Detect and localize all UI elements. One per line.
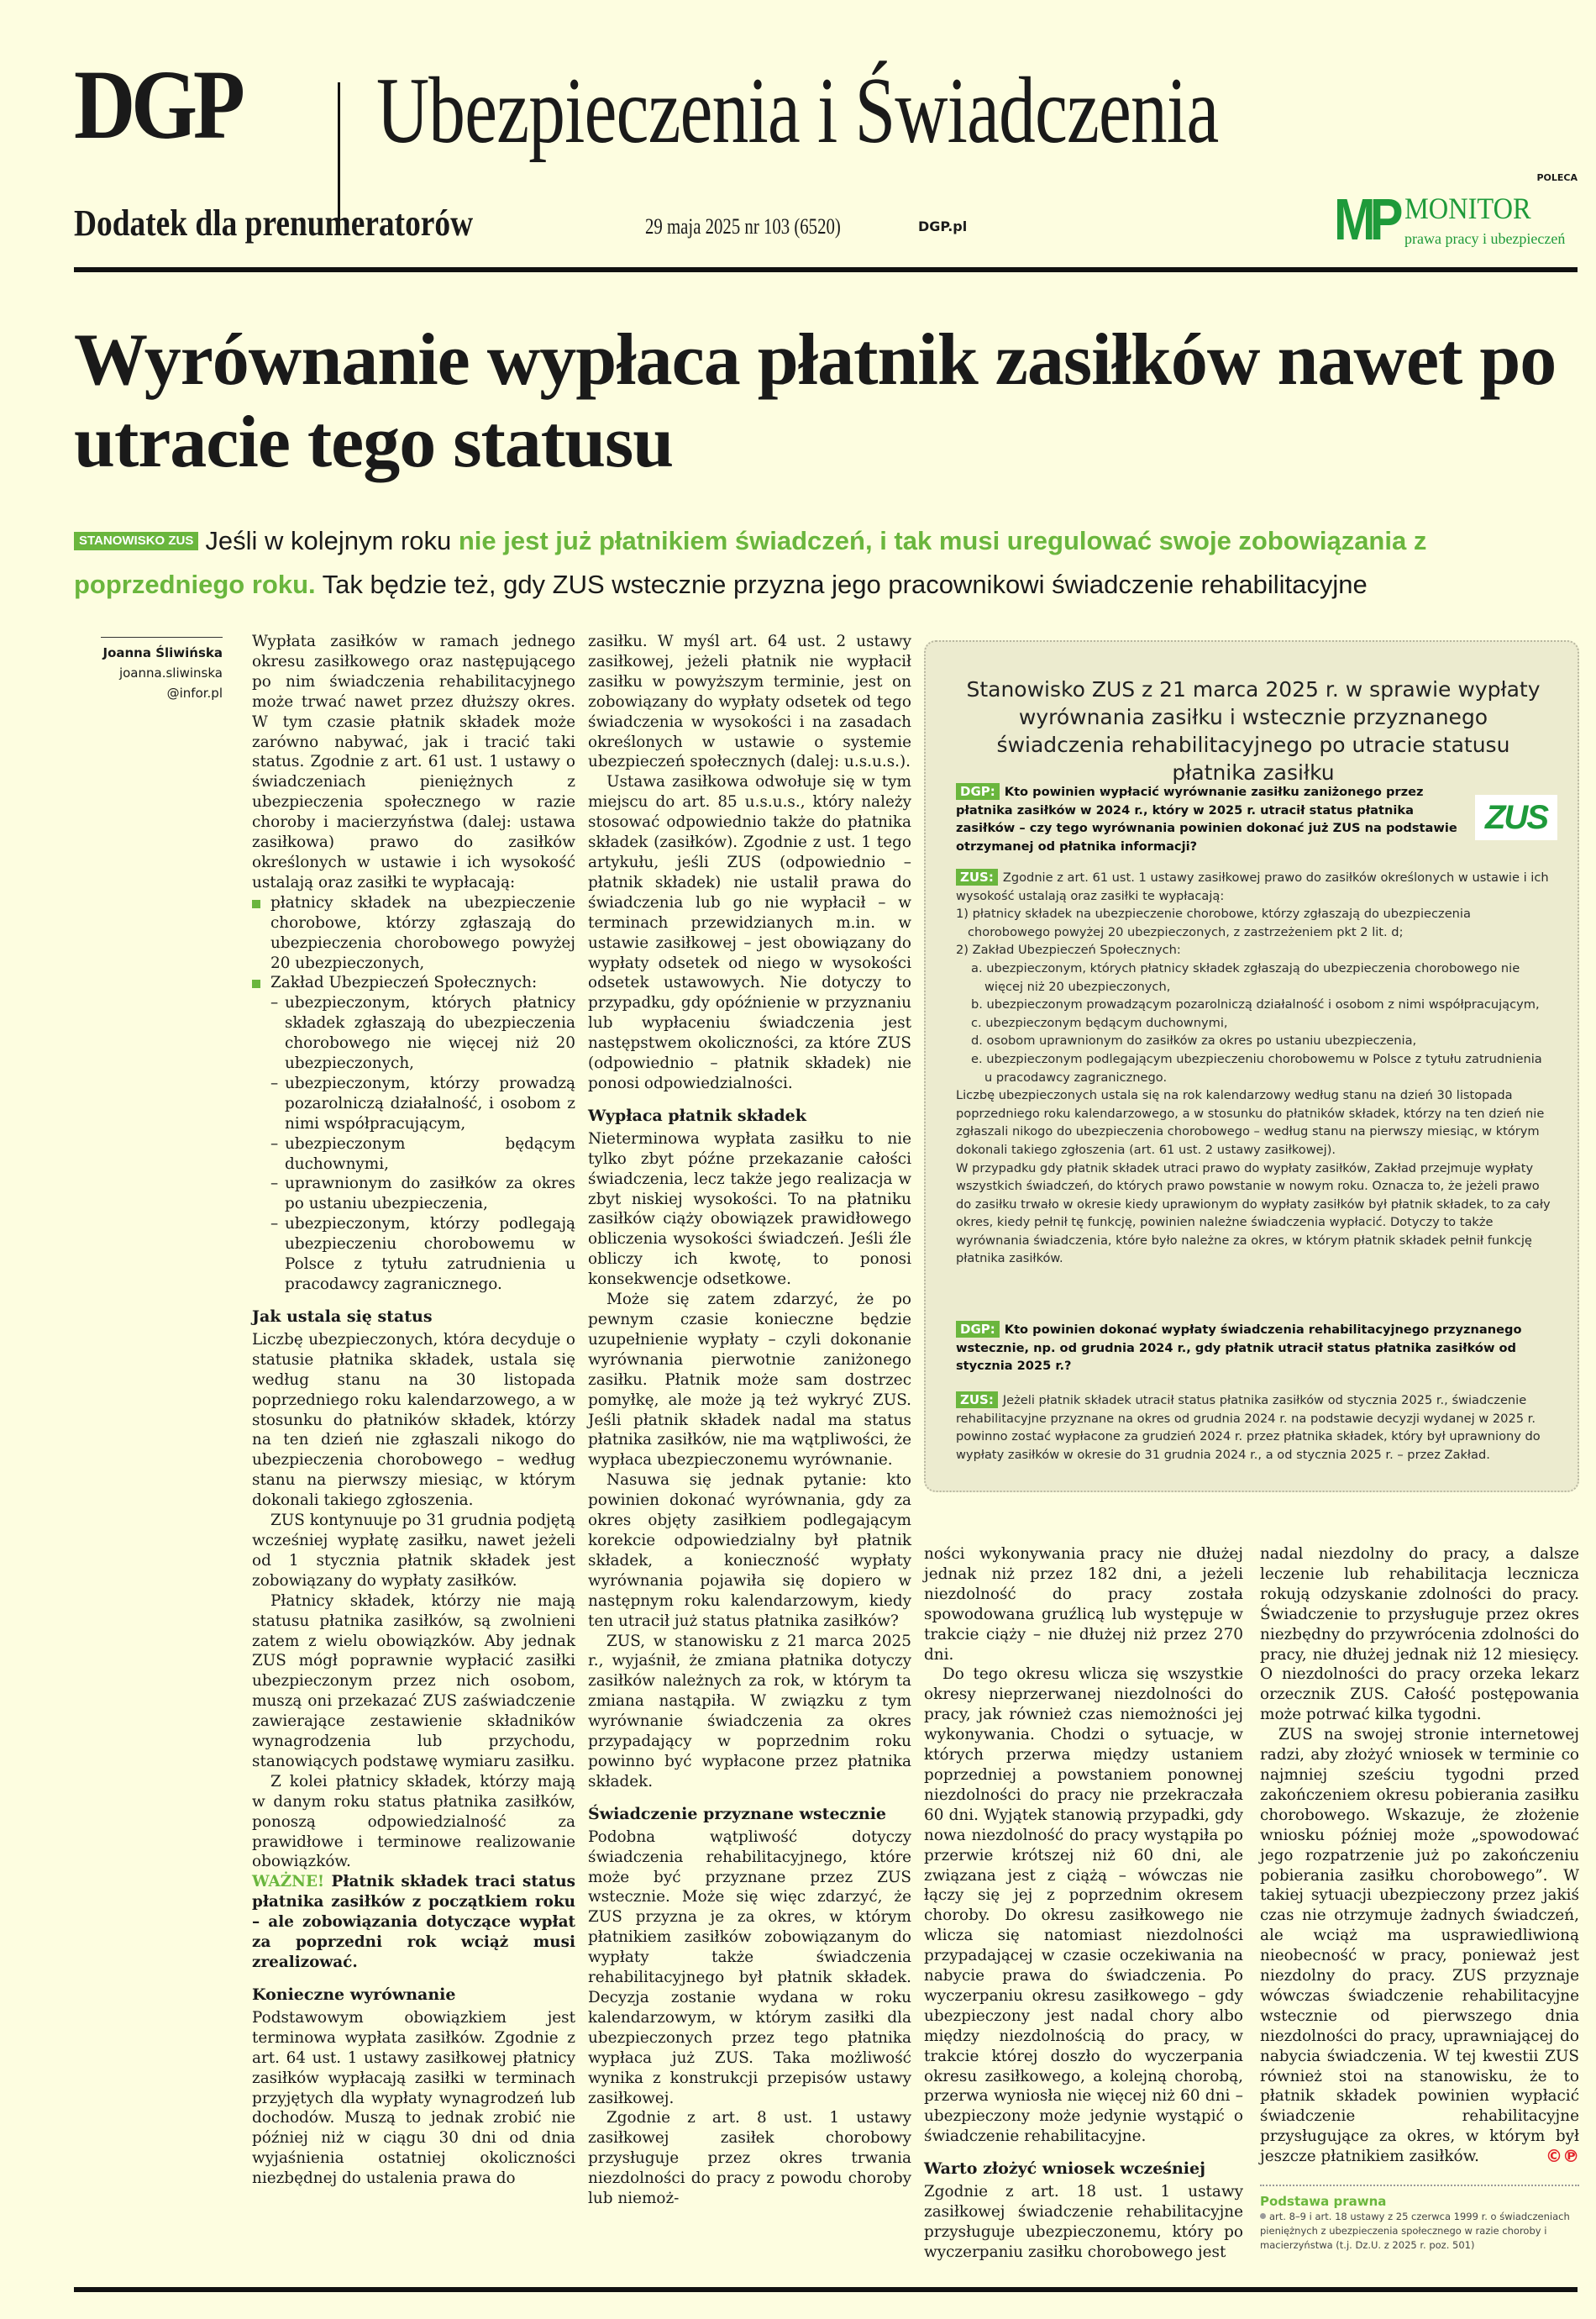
paragraph: Ustawa zasiłkowa odwołuje się w tym miejscu do art. 85 u.s.u.s., który należy stosować odpowiednio także do płatnika składek (zasiłków). Zgodnie z ust. 1 tego artykułu, jeśli ZUS (odpowiednio – płatnik składek) nie ustalił prawa do świadczenia lub go nie wypłacił – w terminach przewidzianych m.in. w ustawie zasiłkowej – jest obowiązany do wypłaty odsetek od niego w wysokości odsetek ustawowych. Nie dotyczy to przypadku, gdy opóźnienie w przyznaniu lub wypłaceniu świadczenia jest następstwem okoliczności, za które ZUS (odpowiednio – płatnik składek) nie ponosi odpowiedzialności. bbox=[588, 773, 911, 1092]
paragraph: zasiłku. W myśl art. 64 ust. 2 ustawy zasiłkowej, jeżeli płatnik nie wypłacił zasiłku w powyższym terminie, jest on zobowiązany do wypłaty odsetek od tego świadczenia w wysokości i na zasadach określonych w ustawie o systemie ubezpieczeń społecznych (dalej: u.s.u.s.). bbox=[588, 633, 911, 771]
list-item: – ubezpieczonym, którzy prowadzą pozarolniczą działalność, i osobom z nimi współpracującym, bbox=[285, 1074, 575, 1134]
payers-list bbox=[252, 893, 575, 1295]
zus-logo-icon bbox=[1475, 795, 1557, 840]
list-item: – ubezpieczonym, którzy podlegają ubezpieczeniu chorobowemu w Polsce z tytułu zatrudnienia u pracodawcy zagranicznego. bbox=[285, 1214, 575, 1295]
paragraph: Podobna wątpliwość dotyczy świadczenia rehabilitacyjnego, które może być przyznane przez ZUS wstecznie. Może się więc zdarzyć, że ZUS przyzna je za okres, w którym płatnikiem zasiłków zobowiązanym do wypłaty także świadczenia rehabilitacyjnego był płatnik składek. Decyzja zostanie wydana w roku kalendarzowym, w którym zasiłki dla ubezpieczonych przez tego płatnika wypłaca już ZUS. Taka możliwość wynika z konstrukcji przepisów ustawy zasiłkowej. bbox=[588, 1827, 911, 2107]
byline bbox=[101, 637, 223, 703]
list-item: płatnicy składek na ubezpieczenie chorobowe, którzy zgłaszają do ubezpieczenia chorobowego powyżej 20 ubezpieczonych, bbox=[270, 893, 575, 972]
paragraph: Liczbę ubezpieczonych, która decyduje o statusie płatnika składek, ustala się według stanu na 30 listopada poprzedniego roku kalendarzowego, a w stosunku do płatników składek, którzy na ten dzień nie zgłaszali nikogo do ubezpieczenia chorobowego – według stanu na pierwszy miesiąc, w którym dokonali takiego zgłoszenia. bbox=[252, 1330, 575, 1510]
answer-2 bbox=[956, 1391, 1552, 1464]
masthead bbox=[74, 34, 1578, 252]
paragraph: Nasuwa się jednak pytanie: kto powinien dokonać wyrównania, gdy za okres objęty zasiłkiem podlegającym korekcie odpowiedzialny był płatnik składek, a konieczność wypłaty wyrównania pojawiła się dopiero w następnym roku kalendarzowym, kiedy ten utracił już status płatnika zasiłków? bbox=[588, 1471, 911, 1630]
box-title: Stanowisko ZUS z 21 marca 2025 r. w sprawie wypłaty wyrównania zasiłku i wstecznie przyznanego świadczenia rehabilitacyjnego po utracie statusu płatnika zasiłku bbox=[966, 677, 1541, 785]
dgp-tag: DGP: bbox=[956, 783, 1000, 800]
paragraph: Płatnicy składek, którzy nie mają statusu płatnika zasiłków, są zwolnieni zatem z wielu obowiązków. Aby jednak ZUS mógł poprawnie wypłacić zasiłki ubezpieczonym przez nich osobom, muszą oni przekazać ZUS zaświadczenie zawierające zestawienie składników wynagrodzenia lub przychodu, stanowiących podstawę wymiaru zasiłku. bbox=[252, 1591, 575, 1770]
zus-list bbox=[270, 993, 575, 1295]
paragraph: ności wykonywania pracy nie dłużej jednak niż przez 182 dni, a jeżeli niezdolność do pracy została spowodowana gruźlicą lub występuje w trakcie ciąży – nie dłużej niż przez 270 dni. bbox=[924, 1545, 1243, 1664]
important-note bbox=[252, 1872, 575, 1973]
answer-subitem: b. ubezpieczonym prowadzącym pozarolniczą działalność i osobom z nimi współpracującym, bbox=[971, 997, 1540, 1012]
legal-text: art. 8–9 i art. 18 ustawy z 25 czerwca 1999 r. o świadczeniach pieniężnych z ubezpieczenia społecznego w razie choroby i macierzyństwa (t.j. Dz.U. z 2025 r. poz. 501) bbox=[1260, 2211, 1570, 2251]
answer-text: Jeżeli płatnik składek utracił status płatnika zasiłków od stycznia 2025 r., świadczenie rehabilitacyjne przyznane na okres od grudnia 2024 r. na podstawie decyzji wydanej w 2025 r. powinno zostać wypłacone za grudzień 2024 r. przez płatnika składek, który był uprawniony do wypłaty zasiłków w okresie do 31 grudnia 2024 r., a od stycznia 2025 r. – przez Zakład. bbox=[956, 1393, 1541, 1462]
answer-subitem: d. osobom uprawnionym do zasiłków za okres po ustaniu ubezpieczenia, bbox=[971, 1033, 1417, 1049]
author-name: Joanna Śliwińska bbox=[102, 645, 223, 660]
paragraph: Podstawowym obowiązkiem jest terminowa wypłata zasiłków. Zgodnie z art. 64 ust. 1 ustawy zasiłkowej płatnicy zasiłków wypłacają zasiłki w terminach przyjętych dla wypłaty wynagrodzeń lub dochodów. Muszą to jednak zrobić nie później niż w ciągu 30 dni od dnia wyjaśnienia ostatniej okoliczności niezbędnej do ustalenia prawa do bbox=[252, 2008, 575, 2188]
paragraph-text: ZUS na swojej stronie internetowej radzi, aby złożyć wniosek w terminie co najmniej sześciu tygodni przed zakończeniem okresu pobierania zasiłku chorobowego. Wskazuje, że złożenie wniosku później może „spowodować jego rozpatrzenie już po zakończeniu pobierania zasiłku chorobowego”. W takiej sytuacji ubezpieczony przez jakiś czas nie otrzymuje żadnych świadczeń, ale wciąż ma usprawiedliwioną nieobecność w pracy, ponieważ jest niezdolny do pracy. ZUS przyznaje wówczas świadczenie rehabilitacyjne wstecznie od pierwszego dnia niezdolności do pracy, uprawniającej do nabycia świadczenia. W tej kwestii ZUS również stoi na stanowisku, że to płatnik składek powinien wypłacić świadczenie rehabilitacyjne przysługujące za okres, w którym był jeszcze płatnikiem zasiłków. bbox=[1260, 1726, 1579, 2166]
question-1 bbox=[956, 783, 1460, 855]
site-link[interactable]: DGP.pl bbox=[918, 218, 968, 234]
monitor-tagline: prawa pracy i ubezpieczeń bbox=[1404, 230, 1566, 247]
subheading: Jak ustala się status bbox=[252, 1307, 433, 1326]
question-2 bbox=[956, 1321, 1552, 1375]
paragraph: Do tego okresu wlicza się wszystkie okresy nieprzerwanej niezdolności do pracy, jak również czas niemożności jej wykonywania. Chodzi o sytuacje, w których przerwa między ustaniem poprzedniej a powstaniem ponownej niezdolności do pracy nie przekraczała 60 dni. Wyjątek stanowią przypadki, gdy nowa niezdolność do pracy wystąpiła po przerwie krótszej niż 60 dni, ale związana jest z ciążą – wówczas nie łączy się jej z poprzednim okresem choroby. Do okresu zasiłkowego nie wlicza się natomiast niezdolności przypadającej w czasie oczekiwania na nabycie prawa do świadczenia. Po wyczerpaniu okresu zasiłkowego – gdy ubezpieczony jest nadal chory albo między niezdolnością do pracy, w trakcie której doszło do wyczerpania okresu zasiłkowego, a kolejną chorobą, przerwa wyniosła nie więcej niż 60 dni – ubezpieczony może jedynie wystąpić o świadczenie rehabilitacyjne. bbox=[924, 1665, 1243, 2146]
list-item bbox=[270, 973, 575, 1295]
list-item-label: Zakład Ubezpieczeń Społecznych: bbox=[270, 974, 538, 992]
section-badge: STANOWISKO ZUS bbox=[74, 532, 198, 550]
paragraph: Z kolei płatnicy składek, którzy mają w danym roku status płatnika zasiłków, ponoszą odpowiedzialność za prawidłowe i terminowe realizowanie obowiązków. bbox=[252, 1772, 575, 1871]
zus-tag: ZUS: bbox=[956, 1391, 998, 1408]
list-item: – ubezpieczonym, których płatnicy składek zgłaszają do ubezpieczenia chorobowego nie więcej niż 20 ubezpieczonych, bbox=[285, 993, 575, 1074]
important-label: WAŻNE! bbox=[252, 1873, 325, 1891]
lead-highlight: nie jest już płatnikiem świadczeń, i tak musi uregulować swoje zobowiązania z poprzedniego roku. bbox=[74, 526, 1427, 599]
article-headline: Wyrównanie wypłaca płatnik zasiłków nawet po utracie tego statusu bbox=[74, 319, 1557, 483]
legal-basis-title: Podstawa prawna bbox=[1260, 2194, 1387, 2209]
bullet-icon bbox=[1260, 2213, 1266, 2219]
answer-subitem: e. ubezpieczonym podlegającym ubezpieczeniu chorobowemu w Polsce z tytułu zatrudnienia u pracodawcy zagranicznego. bbox=[971, 1051, 1542, 1085]
answer-paragraph: W przypadku gdy płatnik składek utraci prawo do wypłaty zasiłków, Zakład przejmuje wypłaty wszystkich świadczeń, do których prawo powstanie w nowym roku. Oznacza to, że jeżeli prawo do zasiłku trwało w okresie kiedy uprawionym do wypłaty zasiłków był płatnik składek, to za cały okres, kiedy pełnił tę funkcję, powinien należne świadczenia wypłacić. Dotyczy to także wyrównania świadczenia, które było należne za okres, w którym płatnik składek pełnił funkcję płatnika zasiłków. bbox=[956, 1160, 1551, 1266]
paragraph: Wypłata zasiłków w ramach jednego okresu zasiłkowego oraz następującego po nim świadczenia rehabilitacyjnego może trwać nawet przez dłuższy okres. W tym czasie płatnik składek może zarówno nabywać, jak i tracić taki status. Zgodnie z art. 61 ust. 1 ustawy o świadczeniach pieniężnych z ubezpieczenia społecznego w razie choroby i macierzyństwa (dalej: ustawa zasiłkowa) prawo do zasiłków określonych w ustawie i ich wysokość ustalają oraz zasiłki te wypłacają: bbox=[252, 633, 575, 891]
list-item: – ubezpieczonym będącym duchownymi, bbox=[285, 1134, 575, 1175]
dgp-tag: DGP: bbox=[956, 1321, 1000, 1338]
answer-item: 1) płatnicy składek na ubezpieczenie chorobowe, którzy zgłaszają do ubezpieczenia chorobowego powyżej 20 ubezpieczonych, z zastrzeżeniem pkt 2 lit. d; bbox=[956, 907, 1471, 939]
answer-subitem: a. ubezpieczonym, których płatnicy składek zgłaszają do ubezpieczenia chorobowego nie więcej niż 20 ubezpieczonych, bbox=[971, 960, 1520, 994]
list-item: – uprawnionym do zasiłków za okres po ustaniu ubezpieczenia, bbox=[285, 1174, 575, 1214]
monitor-name: MONITOR bbox=[1404, 192, 1531, 225]
recommends-label: POLECA bbox=[1536, 172, 1578, 183]
paragraph: Zgodnie z art. 8 ust. 1 ustawy zasiłkowej zasiłek chorobowy przysługuje przez okres trwania niezdolności do pracy z powodu choroby lub niemoż- bbox=[588, 2109, 911, 2208]
answer-text: Zgodnie z art. 61 ust. 1 ustawy zasiłkowej prawo do zasiłków określonych w ustawie i ich wysokość ustalają oraz zasiłki te wypłacają: bbox=[956, 870, 1549, 903]
issue-info: 29 maja 2025 nr 103 (6520) bbox=[645, 214, 841, 239]
article-column-3 bbox=[924, 1544, 1243, 2263]
lead-text-2: Tak będzie też, gdy ZUS wstecznie przyzna jego pracownikowi świadczenie rehabilitacyjne bbox=[315, 570, 1368, 599]
article-column-1 bbox=[252, 632, 575, 2189]
important-text: Płatnik składek traci status płatnika zasiłków z początkiem roku – ale zobowiązania dotyczące wypłat za poprzedni rok wciąż musi zrealizować. bbox=[252, 1873, 575, 1971]
zus-logo-text: ZUS bbox=[1485, 799, 1547, 836]
paragraph: nadal niezdolny do pracy, a dalsze leczenie lub rehabilitacja lecznicza rokują odzyskanie zdolności do pracy. Świadczenie to przysługuje przez okres niezbędny do przywrócenia zdolności do pracy, nie dłużej jednak niż 12 miesięcy. O niezdolności do pracy orzeka lekarz orzecznik ZUS. Całość postępowania może potrwać kilka tygodni. bbox=[1260, 1545, 1579, 1724]
question-text: Kto powinien wypłacić wyrównanie zasiłku zaniżonego przez płatnika zasiłków w 2024 r., który w 2025 r. utracił status płatnika zasiłków – czy tego wyrównania powinien dokonać już ZUS na podstawie otrzymanej od płatnika informacji? bbox=[956, 785, 1457, 854]
dgp-logo: DGP bbox=[74, 50, 241, 160]
author-email-1[interactable]: joanna.sliwinska bbox=[118, 665, 223, 681]
paragraph bbox=[1260, 1725, 1579, 2167]
article-column-2 bbox=[588, 632, 911, 2209]
copyright-icon: ©℗ bbox=[1546, 2146, 1579, 2167]
zus-tag: ZUS: bbox=[956, 869, 998, 886]
author-email-2[interactable]: @infor.pl bbox=[166, 686, 223, 701]
answer-subitem: c. ubezpieczonym będącym duchownymi, bbox=[971, 1015, 1228, 1030]
zus-position-box bbox=[924, 640, 1579, 1492]
subheading: Wypłaca płatnik składek bbox=[588, 1106, 806, 1125]
answer-paragraph: Liczbę ubezpieczonych ustala się na rok kalendarzowy według stanu na dzień 30 listopada poprzedniego roku kalendarzowego, a w stosunku do płatników składek, którzy na ten dzień nie zgłaszali nikogo do ubezpieczenia chorobowego – według stanu na pierwszy miesiąc, w którym dokonali takiego zgłoszenia (art. 61 ust. 2 ustawy zasiłkowej). bbox=[956, 1088, 1545, 1157]
legal-basis bbox=[1260, 2185, 1579, 2253]
top-rule bbox=[74, 267, 1578, 272]
article-lead bbox=[74, 519, 1578, 607]
lead-text-1: Jeśli w kolejnym roku bbox=[205, 526, 459, 555]
supplement-label: Dodatek dla prenumeratorów bbox=[74, 202, 474, 244]
paragraph: Może się zatem zdarzyć, że po pewnym czasie konieczne będzie uzupełnienie wypłaty – czyli dokonanie wyrównania pierwotnie zaniżonego zasiłku. Płatnik może sam dostrzec pomyłkę, ale może ją też wykryć ZUS. Jeśli płatnik składek nadal ma status płatnika zasiłków, nie ma wątpliwości, że wypłaca ubezpieczonemu wyrównanie. bbox=[588, 1291, 911, 1470]
monitor-logo[interactable] bbox=[1334, 187, 1578, 252]
answer-1 bbox=[956, 869, 1552, 1268]
bottom-rule bbox=[74, 2287, 1578, 2292]
paragraph: ZUS, w stanowisku z 21 marca 2025 r., wyjaśnił, że zmiana płatnika dotyczy zasiłków należnych za rok, w którym ta zmiana nastąpiła. W związku z tym wyrównanie świadczenia za okres przypadający w poprzednim roku powinno być wypłacone przez płatnika składek. bbox=[588, 1632, 911, 1791]
section-title: Ubezpieczenia i Świadczenia bbox=[376, 59, 1219, 163]
subheading: Świadczenie przyznane wstecznie bbox=[588, 1804, 887, 1823]
subheading: Warto złożyć wniosek wcześniej bbox=[924, 2159, 1205, 2179]
mp-logo-icon: MP bbox=[1334, 187, 1398, 252]
paragraph: Nieterminowa wypłata zasiłku to nie tylko zbyt późne przekazanie całości świadczenia, lecz także jego realizacja w zbyt niskiej wysokości. To na płatniku zasiłków ciąży obowiązek prawidłowego obliczenia wysokości świadczeń. Jeśli źle obliczy ich kwotę, to ponosi konsekwencje odsetkowe. bbox=[588, 1129, 911, 1289]
paragraph: ZUS kontynuuje po 31 grudnia podjętą wcześniej wypłatę zasiłku, nawet jeżeli od 1 stycznia płatnik składek jest zobowiązany do wypłaty zasiłków. bbox=[252, 1512, 575, 1590]
answer-item: 2) Zakład Ubezpieczeń Społecznych: bbox=[956, 943, 1181, 958]
legal-basis-text bbox=[1260, 2210, 1579, 2253]
subheading: Konieczne wyrównanie bbox=[252, 1985, 456, 2004]
question-text: Kto powinien dokonać wypłaty świadczenia rehabilitacyjnego przyznanego wstecznie, np. od grudnia 2024 r., gdy płatnik utracił status płatnika zasiłków od stycznia 2025 r.? bbox=[956, 1323, 1522, 1374]
paragraph: Zgodnie z art. 18 ust. 1 ustawy zasiłkowej świadczenie rehabilitacyjne przysługuje ubezpieczonemu, który po wyczerpaniu zasiłku chorobowego jest bbox=[924, 2183, 1243, 2261]
article-column-4 bbox=[1260, 1544, 1579, 2167]
